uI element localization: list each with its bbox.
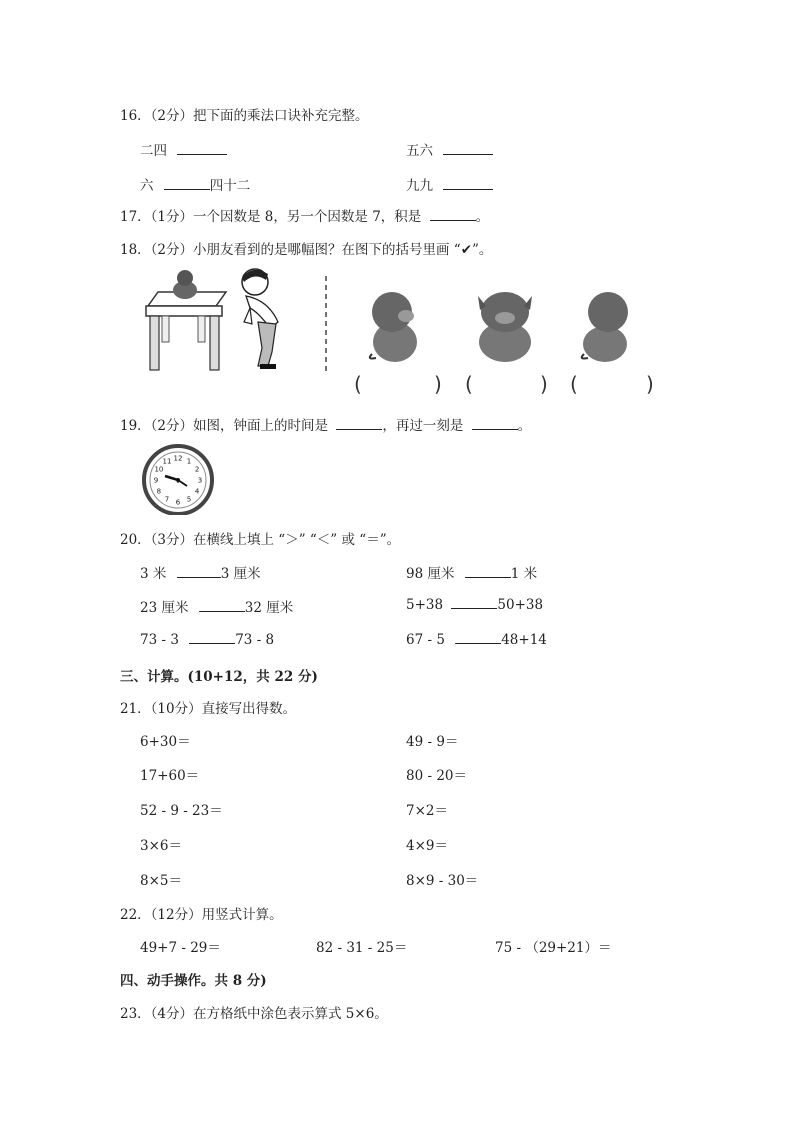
q20-r2-rb: 50+38: [497, 597, 544, 613]
q20-r1-la: 3 米: [140, 566, 167, 582]
toy-view-side-image: [370, 292, 417, 362]
section3-heading: 三、计算。(10+12，共 22 分): [120, 669, 318, 685]
q20-row1-left: [140, 562, 261, 582]
q20-title: 20．（3分）在横线上填上 “＞” “＜” 或 “＝”。: [120, 532, 401, 548]
child-image: [242, 269, 278, 369]
q16-b-blank[interactable]: [443, 142, 493, 155]
q19-prefix: 19．（2分）如图，钟面上的时间是: [120, 418, 329, 434]
answer-paren-2-open: (: [465, 372, 473, 396]
clock-number: 9: [153, 476, 159, 485]
q20-r2-right-blank[interactable]: [451, 596, 497, 609]
q22-item-1: 82 - 31 - 25＝: [316, 940, 408, 956]
q23-title: 23．（4分）在方格纸中涂色表示算式 5×6。: [120, 1006, 388, 1022]
q19-suffix: 。: [517, 418, 532, 434]
clock-number: 3: [197, 476, 203, 485]
q21-title: 21．（10分）直接写出得数。: [120, 701, 297, 717]
clock-number: 2: [194, 465, 200, 474]
q20-r3-right-blank[interactable]: [455, 631, 501, 644]
q21-left-0: 6+30＝: [140, 734, 191, 750]
answer-paren-2-close: ): [540, 372, 548, 396]
q20-r1-lb: 3 厘米: [220, 566, 261, 582]
q21-right-0: 49 - 9＝: [406, 734, 459, 750]
q21-right-4: 8×9 - 30＝: [406, 873, 479, 889]
q16-b-text: 五六: [406, 143, 433, 159]
q19: [120, 414, 531, 434]
section4-heading: 四、动手操作。共 8 分): [120, 973, 267, 989]
q19-blank-2[interactable]: [472, 417, 518, 430]
clock-number: 8: [156, 487, 162, 496]
q20-r2-lb: 32 厘米: [244, 600, 294, 616]
q20-r3-ra: 67 - 5: [406, 632, 445, 648]
toy-view-front-image: [478, 292, 532, 362]
q16-a-text: 二四: [140, 143, 167, 159]
q20-row3-left: [140, 631, 274, 648]
q16-a-blank[interactable]: [177, 142, 227, 155]
q18-figure: [140, 262, 660, 402]
clock-image: [139, 443, 219, 515]
q22-item-0: 49+7 - 29＝: [140, 940, 221, 956]
clock-number: 11: [162, 457, 172, 466]
q20-r2-la: 23 厘米: [140, 600, 189, 616]
q16-title: 16．（2分）把下面的乘法口诀补充完整。: [120, 108, 369, 124]
q17-blank[interactable]: [430, 208, 476, 221]
q21-left-2: 52 - 9 - 23＝: [140, 803, 223, 819]
clock-number: 4: [194, 487, 200, 496]
q18-title: 18．（2分）小朋友看到的是哪幅图？在图下的括号里画 “✔”。: [120, 242, 493, 258]
q21-right-1: 80 - 20＝: [406, 768, 468, 784]
table-with-toy-image: [146, 270, 226, 370]
q19-mid: ，再过一刻是: [382, 418, 464, 434]
q17-suffix: 。: [475, 209, 490, 225]
answer-paren-3-open: (: [570, 372, 578, 396]
q20-r1-left-blank[interactable]: [177, 565, 221, 578]
q21-right-3: 4×9＝: [406, 838, 448, 854]
q22-item-2: 75 - （29+21）＝: [495, 940, 612, 956]
clock-number: 7: [164, 495, 170, 504]
q16-d-text: 九九: [406, 178, 433, 194]
q20-row1-right: [406, 562, 537, 582]
q20-r2-ra: 5+38: [406, 597, 444, 613]
q20-row2-left: [140, 596, 293, 616]
q20-row2-right: [406, 596, 543, 613]
q21-left-4: 8×5＝: [140, 873, 182, 889]
q16-item-d: [406, 174, 493, 194]
toy-view-back-image: [582, 292, 628, 362]
q20-r3-la: 73 - 3: [140, 632, 179, 648]
q16-item-b: [406, 139, 493, 159]
q21-left-3: 3×6＝: [140, 838, 182, 854]
clock-number: 5: [186, 495, 192, 504]
q16-c-blank[interactable]: [164, 177, 210, 190]
q20-r3-rb: 48+14: [501, 632, 547, 648]
q20-r3-left-blank[interactable]: [189, 631, 235, 644]
clock-number: 1: [186, 457, 192, 466]
q16-item-c: [140, 174, 250, 194]
q20-r1-rb: 1 米: [510, 566, 538, 582]
clock-number: 6: [175, 498, 181, 507]
q19-blank-1[interactable]: [336, 417, 382, 430]
q20-r2-left-blank[interactable]: [199, 599, 245, 612]
clock-number: 12: [173, 454, 183, 463]
q17: [120, 205, 489, 225]
q16-item-a: [140, 139, 227, 159]
q20-r3-lb: 73 - 8: [235, 632, 275, 648]
q20-row3-right: [406, 631, 547, 648]
q16-c2-text: 四十二: [209, 178, 251, 194]
q20-r1-ra: 98 厘米: [406, 566, 455, 582]
answer-paren-1-close: ): [434, 372, 442, 396]
q16-c1-text: 六: [140, 178, 154, 194]
q20-r1-right-blank[interactable]: [465, 565, 511, 578]
q21-right-2: 7×2＝: [406, 803, 448, 819]
q21-left-1: 17+60＝: [140, 768, 200, 784]
clock-number: 10: [154, 465, 164, 474]
q17-prefix: 17．（1分）一个因数是 8，另一个因数是 7，积是: [120, 209, 422, 225]
q16-d-blank[interactable]: [443, 177, 493, 190]
answer-paren-1-open: (: [354, 372, 362, 396]
q22-title: 22．（12分）用竖式计算。: [120, 907, 283, 923]
answer-paren-3-close: ): [646, 372, 654, 396]
